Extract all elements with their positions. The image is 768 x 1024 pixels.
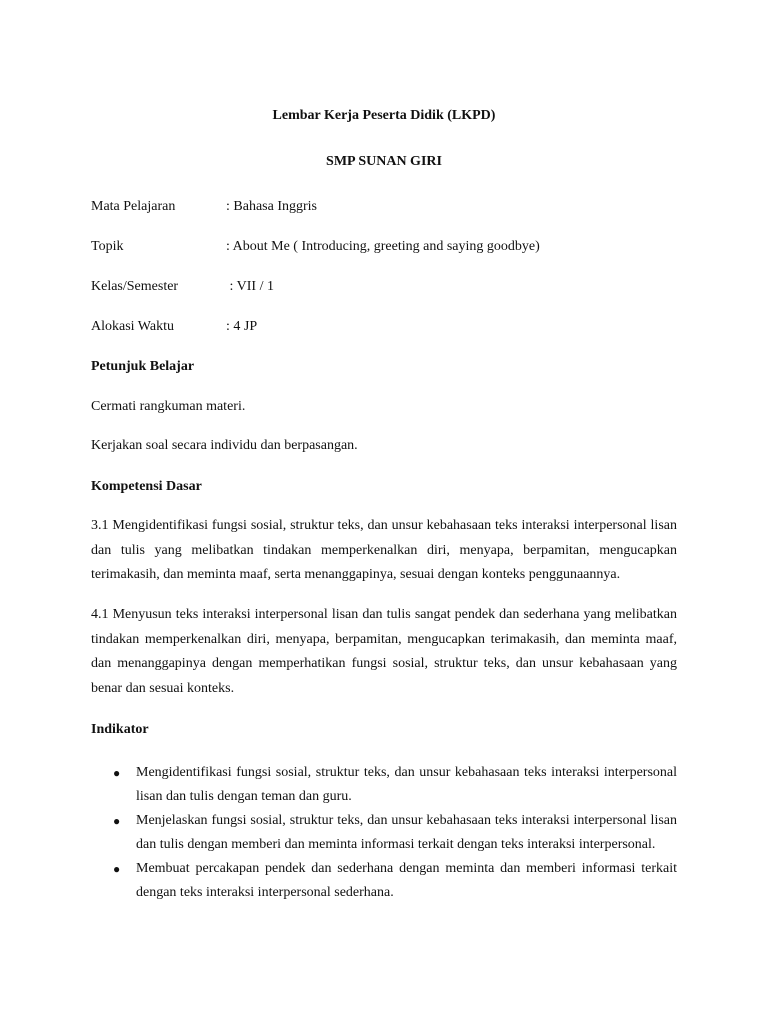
meta-label: Kelas/Semester bbox=[91, 279, 179, 294]
document-title: Lembar Kerja Peserta Didik (LKPD) bbox=[272, 108, 496, 123]
meta-label: Topik bbox=[91, 239, 124, 254]
meta-value: : 4 JP bbox=[226, 319, 258, 334]
competency-4-1: 4.1 Menyusun teks interaksi interpersonal lisan dan tulis sangat pendek dan sederhana yang melibatkan tindakan memperkenalkan diri, menyapa, berpamitan, mengucapkan terimakasih, dan meminta maaf, dan menanggapinya dengan memperhatikan fungsi sosial, struktur teks, dan unsur kebahasaan yang benar dan sesuai konteks. bbox=[91, 607, 677, 696]
meta-row-topic bbox=[91, 239, 691, 259]
section-heading-petunjuk: Petunjuk Belajar bbox=[91, 359, 195, 374]
indicator-text: Membuat percakapan pendek dan sederhana dengan meminta dan memberi informasi terkait dengan teks interaksi interpersonal sederhana. bbox=[136, 861, 677, 900]
meta-value: : Bahasa Inggris bbox=[226, 199, 317, 214]
indicator-list bbox=[91, 761, 677, 905]
instruction-line: Cermati rangkuman materi. bbox=[91, 399, 246, 414]
competency-3-1: 3.1 Mengidentifikasi fungsi sosial, struktur teks, dan unsur kebahasaan teks interaksi interpersonal lisan dan tulis yang melibatkan tindakan memperkenalkan diri, menyapa, berpamitan, mengucapkan terimakasih, dan meminta maaf, serta menanggapinya, sesuai dengan konteks penggunaannya. bbox=[91, 518, 677, 582]
meta-row-subject bbox=[91, 199, 691, 219]
meta-row-class-semester bbox=[91, 279, 691, 299]
meta-row-time-allocation bbox=[91, 319, 691, 339]
meta-value: : VII / 1 bbox=[226, 279, 274, 294]
indicator-item bbox=[91, 809, 677, 857]
indicator-item bbox=[91, 857, 677, 905]
meta-value: : About Me ( Introducing, greeting and saying goodbye) bbox=[226, 239, 540, 254]
indicator-item bbox=[91, 761, 677, 809]
bullet-icon: ● bbox=[113, 814, 121, 828]
instruction-line: Kerjakan soal secara individu dan berpasangan. bbox=[91, 438, 358, 453]
section-heading-kompetensi: Kompetensi Dasar bbox=[91, 479, 202, 494]
school-name: SMP SUNAN GIRI bbox=[326, 154, 442, 169]
meta-label: Alokasi Waktu bbox=[91, 319, 174, 334]
meta-label: Mata Pelajaran bbox=[91, 199, 176, 214]
section-heading-indikator: Indikator bbox=[91, 722, 149, 737]
indicator-text: Menjelaskan fungsi sosial, struktur teks, dan unsur kebahasaan teks interaksi interpersonal lisan dan tulis dengan memberi dan meminta informasi terkait dengan teks interaksi interpersonal. bbox=[136, 813, 677, 852]
indicator-text: Mengidentifikasi fungsi sosial, struktur teks, dan unsur kebahasaan teks interaksi interpersonal lisan dan tulis dengan teman dan guru. bbox=[136, 765, 677, 804]
bullet-icon: ● bbox=[113, 766, 121, 780]
bullet-icon: ● bbox=[113, 862, 121, 876]
